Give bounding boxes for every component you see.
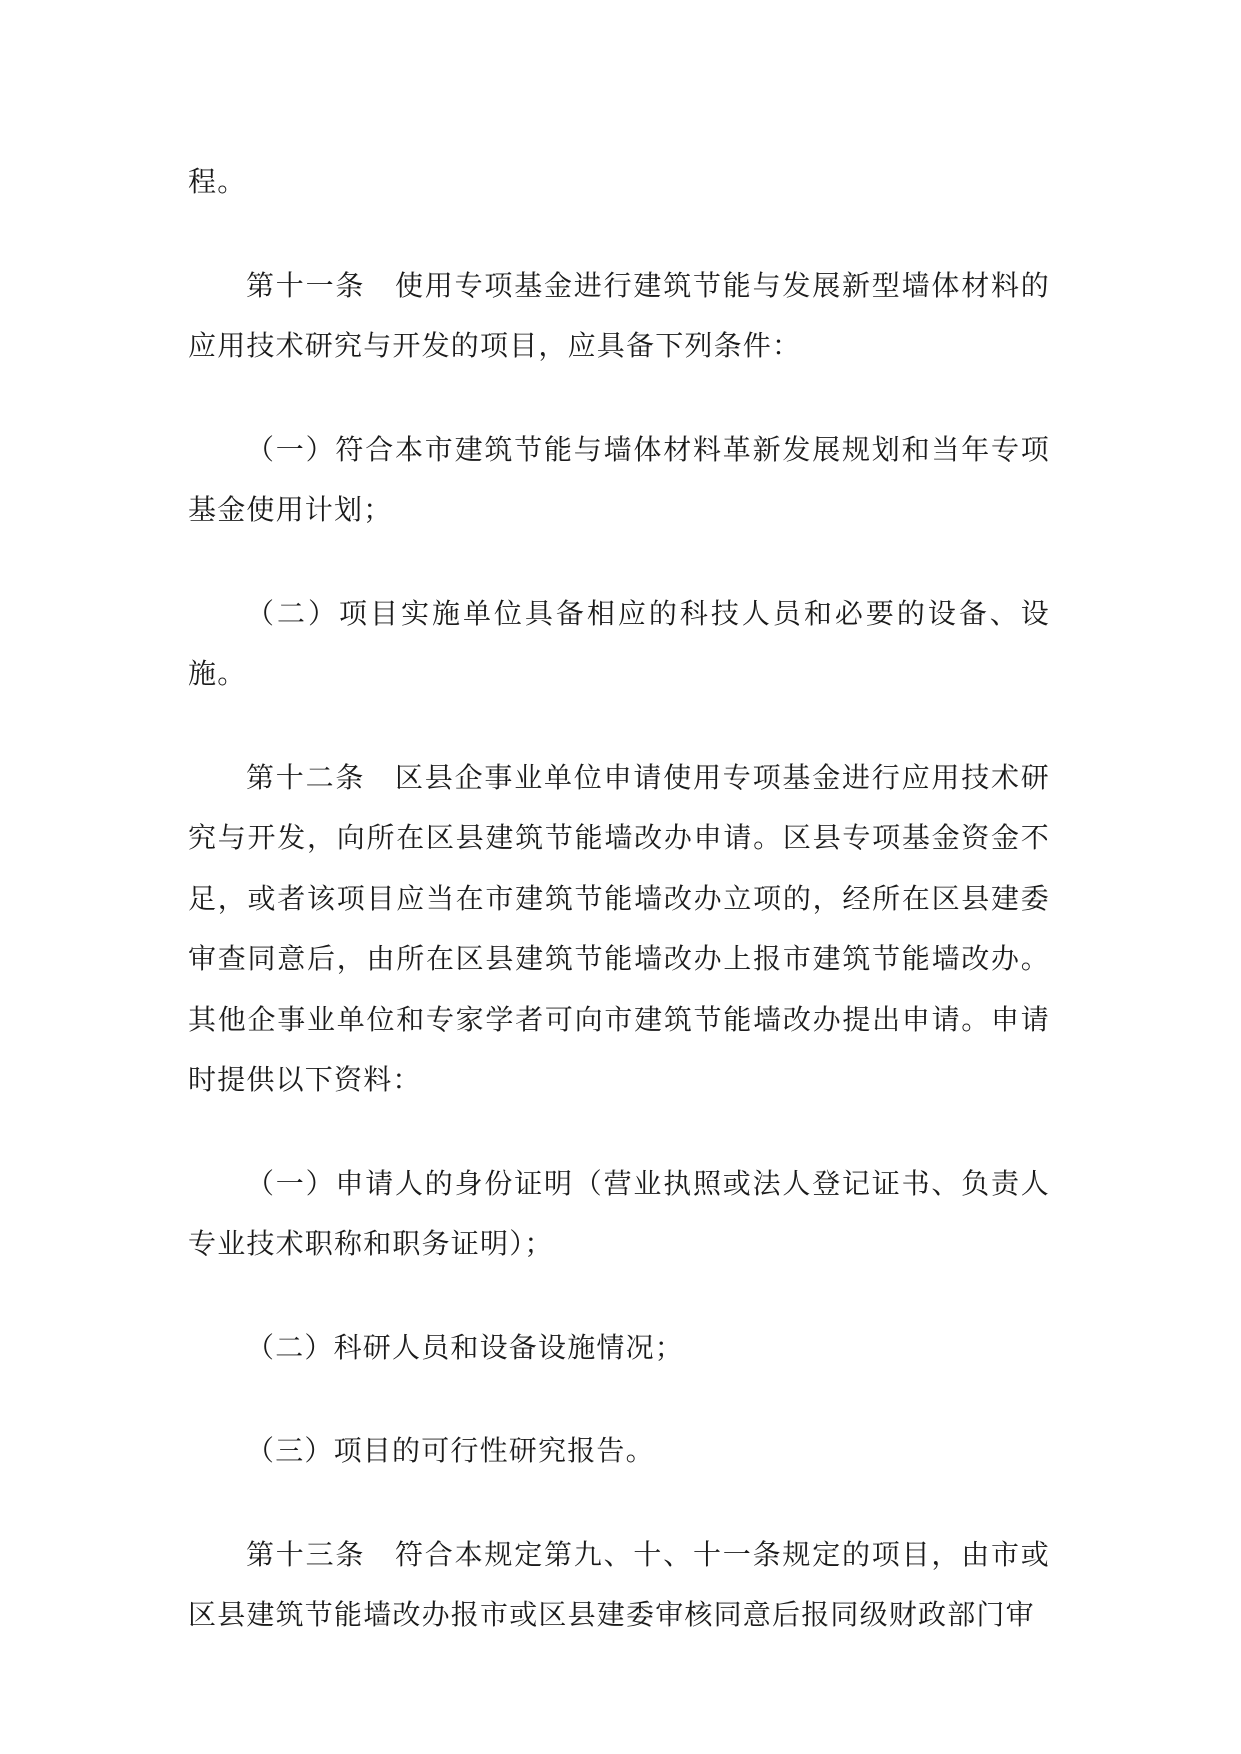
article-11: 第十一条 使用专项基金进行建筑节能与发展新型墙体材料的应用技术研究与开发的项目，应具备下列条件： (188, 268, 1050, 362)
paragraph-continuation: 程。 (188, 165, 247, 198)
article-12: 第十二条 区县企事业单位申请使用专项基金进行应用技术研究与开发，向所在区县建筑节能墙改办申请。区县专项基金资金不足，或者该项目应当在市建筑节能墙改办立项的，经所在区县建委审查同意后，由所在区县建筑节能墙改办上报市建筑节能墙改办。其他企事业单位和专家学者可向市建筑节能墙改办提出申请。申请时提供以下资料： (188, 760, 1050, 1096)
article-11-item-2: （二）项目实施单位具备相应的科技人员和必要的设备、设施。 (188, 596, 1050, 690)
article-11-item-1: （一）符合本市建筑节能与墙体材料革新发展规划和当年专项基金使用计划； (188, 432, 1050, 526)
article-12-item-2: （二）科研人员和设备设施情况； (246, 1330, 685, 1364)
article-12-item-3: （三）项目的可行性研究报告。 (246, 1434, 655, 1467)
article-13: 第十三条 符合本规定第九、十、十一条规定的项目，由市或区县建筑节能墙改办报市或区县建委审核同意后报同级财政部门审 (188, 1537, 1050, 1631)
article-12-item-1: （一）申请人的身份证明（营业执照或法人登记证书、负责人专业技术职称和职务证明）； (188, 1166, 1050, 1260)
document-body (188, 152, 1050, 1689)
